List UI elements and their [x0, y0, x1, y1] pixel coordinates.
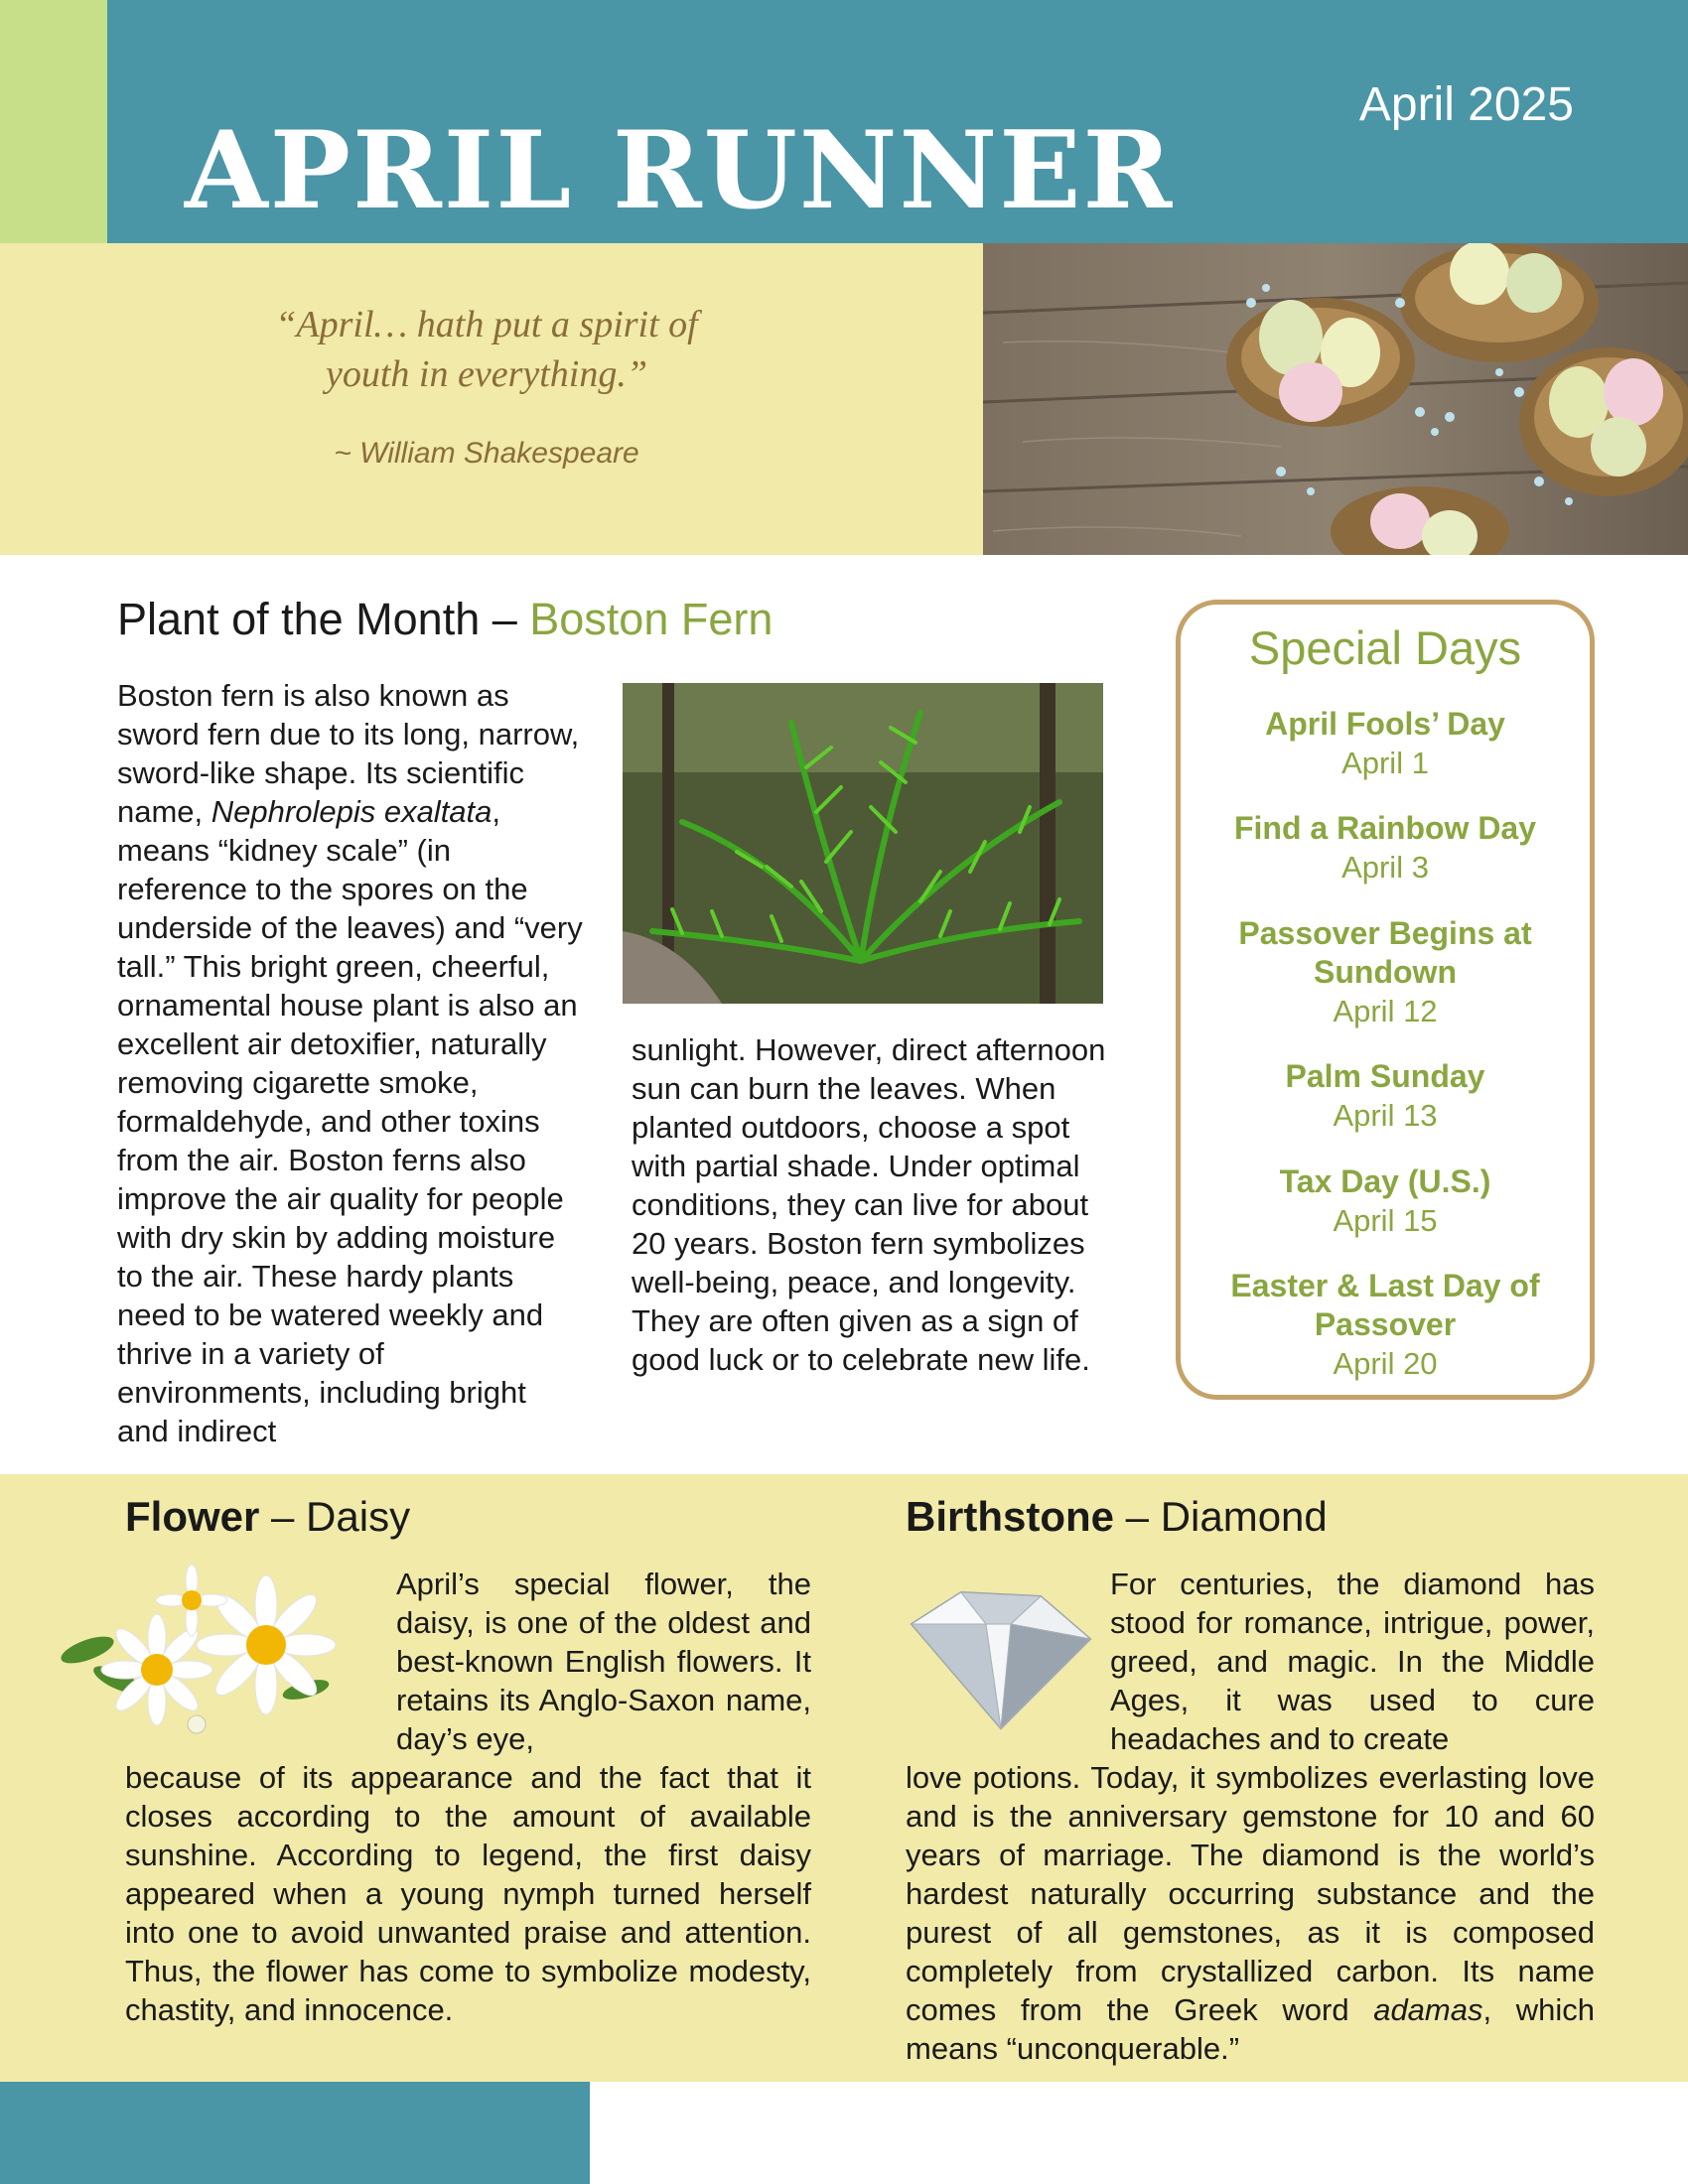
issue-date: April 2025 [1358, 78, 1574, 131]
daisy-image [58, 1561, 375, 1749]
flower-heading-rest: – Daisy [259, 1493, 411, 1540]
birthstone-heading-rest: – Diamond [1114, 1493, 1328, 1540]
plant-heading-prefix: Plant of the Month – [117, 594, 530, 644]
special-day-item [1176, 1162, 1595, 1240]
plant-text-part-2: , means “kidney scale” (in reference to the spores on the underside of the leaves) and “very tall.” This bright green, cheerful, ornamental house plant is also an excellent air detoxifier, naturally removing cigarette smoke, formaldehyde, and other toxins from the air. Boston ferns also improve the air quality for people with dry skin by adding moisture to the air. These hardy plants need to be watered weekly and thrive in a variety of environments, including bright and indirect [117, 794, 583, 1448]
plant-heading [117, 594, 773, 645]
birthstone-heading [906, 1493, 1328, 1541]
flower-text-full: because of its appearance and the fact that it closes according to the amount of available sunshine. According to legend, the first daisy appeared when a young nymph turned herself into one to avoid unwanted praise and attention. Thus, the flower has come to symbolize modesty, chastity, and innocence. [125, 1760, 811, 2027]
birthstone-text-wrap: For centuries, the diamond has stood for romance, intrigue, power, greed, and magic. In the Middle Ages, it was used to cure headaches and to create [1110, 1567, 1595, 1756]
special-day-item [1205, 1267, 1565, 1383]
plant-text-column-2: sunlight. However, direct afternoon sun can burn the leaves. When planted outdoors, choose a spot with partial shade. Under optimal conditions, they can live for about 20 years. Boston fern symbolizes well-being, peace, and longevity. They are often given as a sign of good luck or to celebrate new life. [632, 1032, 1106, 1377]
footer-band [0, 2082, 590, 2184]
flower-heading [125, 1493, 410, 1541]
special-day-date: April 15 [1333, 1203, 1438, 1238]
special-day-date: April 13 [1333, 1098, 1438, 1133]
quote-line-2: youth in everything.” [326, 353, 647, 395]
plant-text-column-1 [117, 676, 584, 1450]
newsletter-title: APRIL RUNNER [185, 108, 1175, 233]
special-day-item [1205, 914, 1565, 1030]
birthstone-heading-bold: Birthstone [906, 1493, 1114, 1540]
plant-scientific-name: Nephrolepis exaltata [211, 794, 492, 829]
special-day-name: Passover Begins at Sundown [1238, 915, 1532, 990]
special-day-item [1176, 705, 1595, 782]
birthstone-text-part-1: love potions. Today, it symbolizes everlasting love and is the anniversary gemstone for 10 and 60 years of marriage. The diamond is the world’s hardest naturally occurring substance and the purest of all gemstones, as it is composed completely from crystallized carbon. Its name comes from the Greek word [906, 1760, 1595, 2027]
easter-eggs-photo [983, 243, 1688, 555]
special-day-item [1176, 809, 1595, 887]
special-day-name: Find a Rainbow Day [1233, 810, 1537, 846]
special-day-name: Tax Day (U.S.) [1279, 1163, 1491, 1199]
birthstone-greek-word: adamas [1373, 1992, 1483, 2027]
special-days-title: Special Days [1248, 621, 1522, 674]
quote-text [218, 300, 755, 399]
birthstone-text-part-2: , which means “unconquerable.” [906, 1992, 1596, 2066]
special-day-date: April 20 [1333, 1346, 1438, 1381]
special-day-name: Easter & Last Day of Passover [1230, 1268, 1540, 1342]
plant-text-part-1: Boston fern is also known as sword fern due to its long, narrow, sword-like shape. Its scientific name, [117, 678, 580, 829]
special-day-date: April 1 [1341, 746, 1429, 780]
flower-text-wrap: April’s special flower, the daisy, is one of the oldest and best-known English flowers. It retains its Anglo-Saxon name, day’s eye, [396, 1567, 811, 1756]
diamond-image [892, 1584, 1100, 1733]
birthstone-text-full [906, 1758, 1595, 2068]
quote-attribution: ~ William Shakespeare [334, 437, 639, 470]
plant-heading-name: Boston Fern [529, 594, 774, 644]
flower-heading-bold: Flower [125, 1493, 260, 1540]
quote-band [0, 243, 983, 555]
header-accent-bar [0, 0, 107, 243]
quote-line-1: “April… hath put a spirit of [275, 304, 698, 345]
special-day-name: April Fools’ Day [1265, 706, 1505, 742]
special-day-name: Palm Sunday [1285, 1058, 1485, 1094]
special-day-date: April 3 [1341, 850, 1429, 885]
boston-fern-photo [623, 683, 1103, 1004]
special-day-item [1176, 1057, 1595, 1135]
special-day-date: April 12 [1333, 994, 1438, 1028]
